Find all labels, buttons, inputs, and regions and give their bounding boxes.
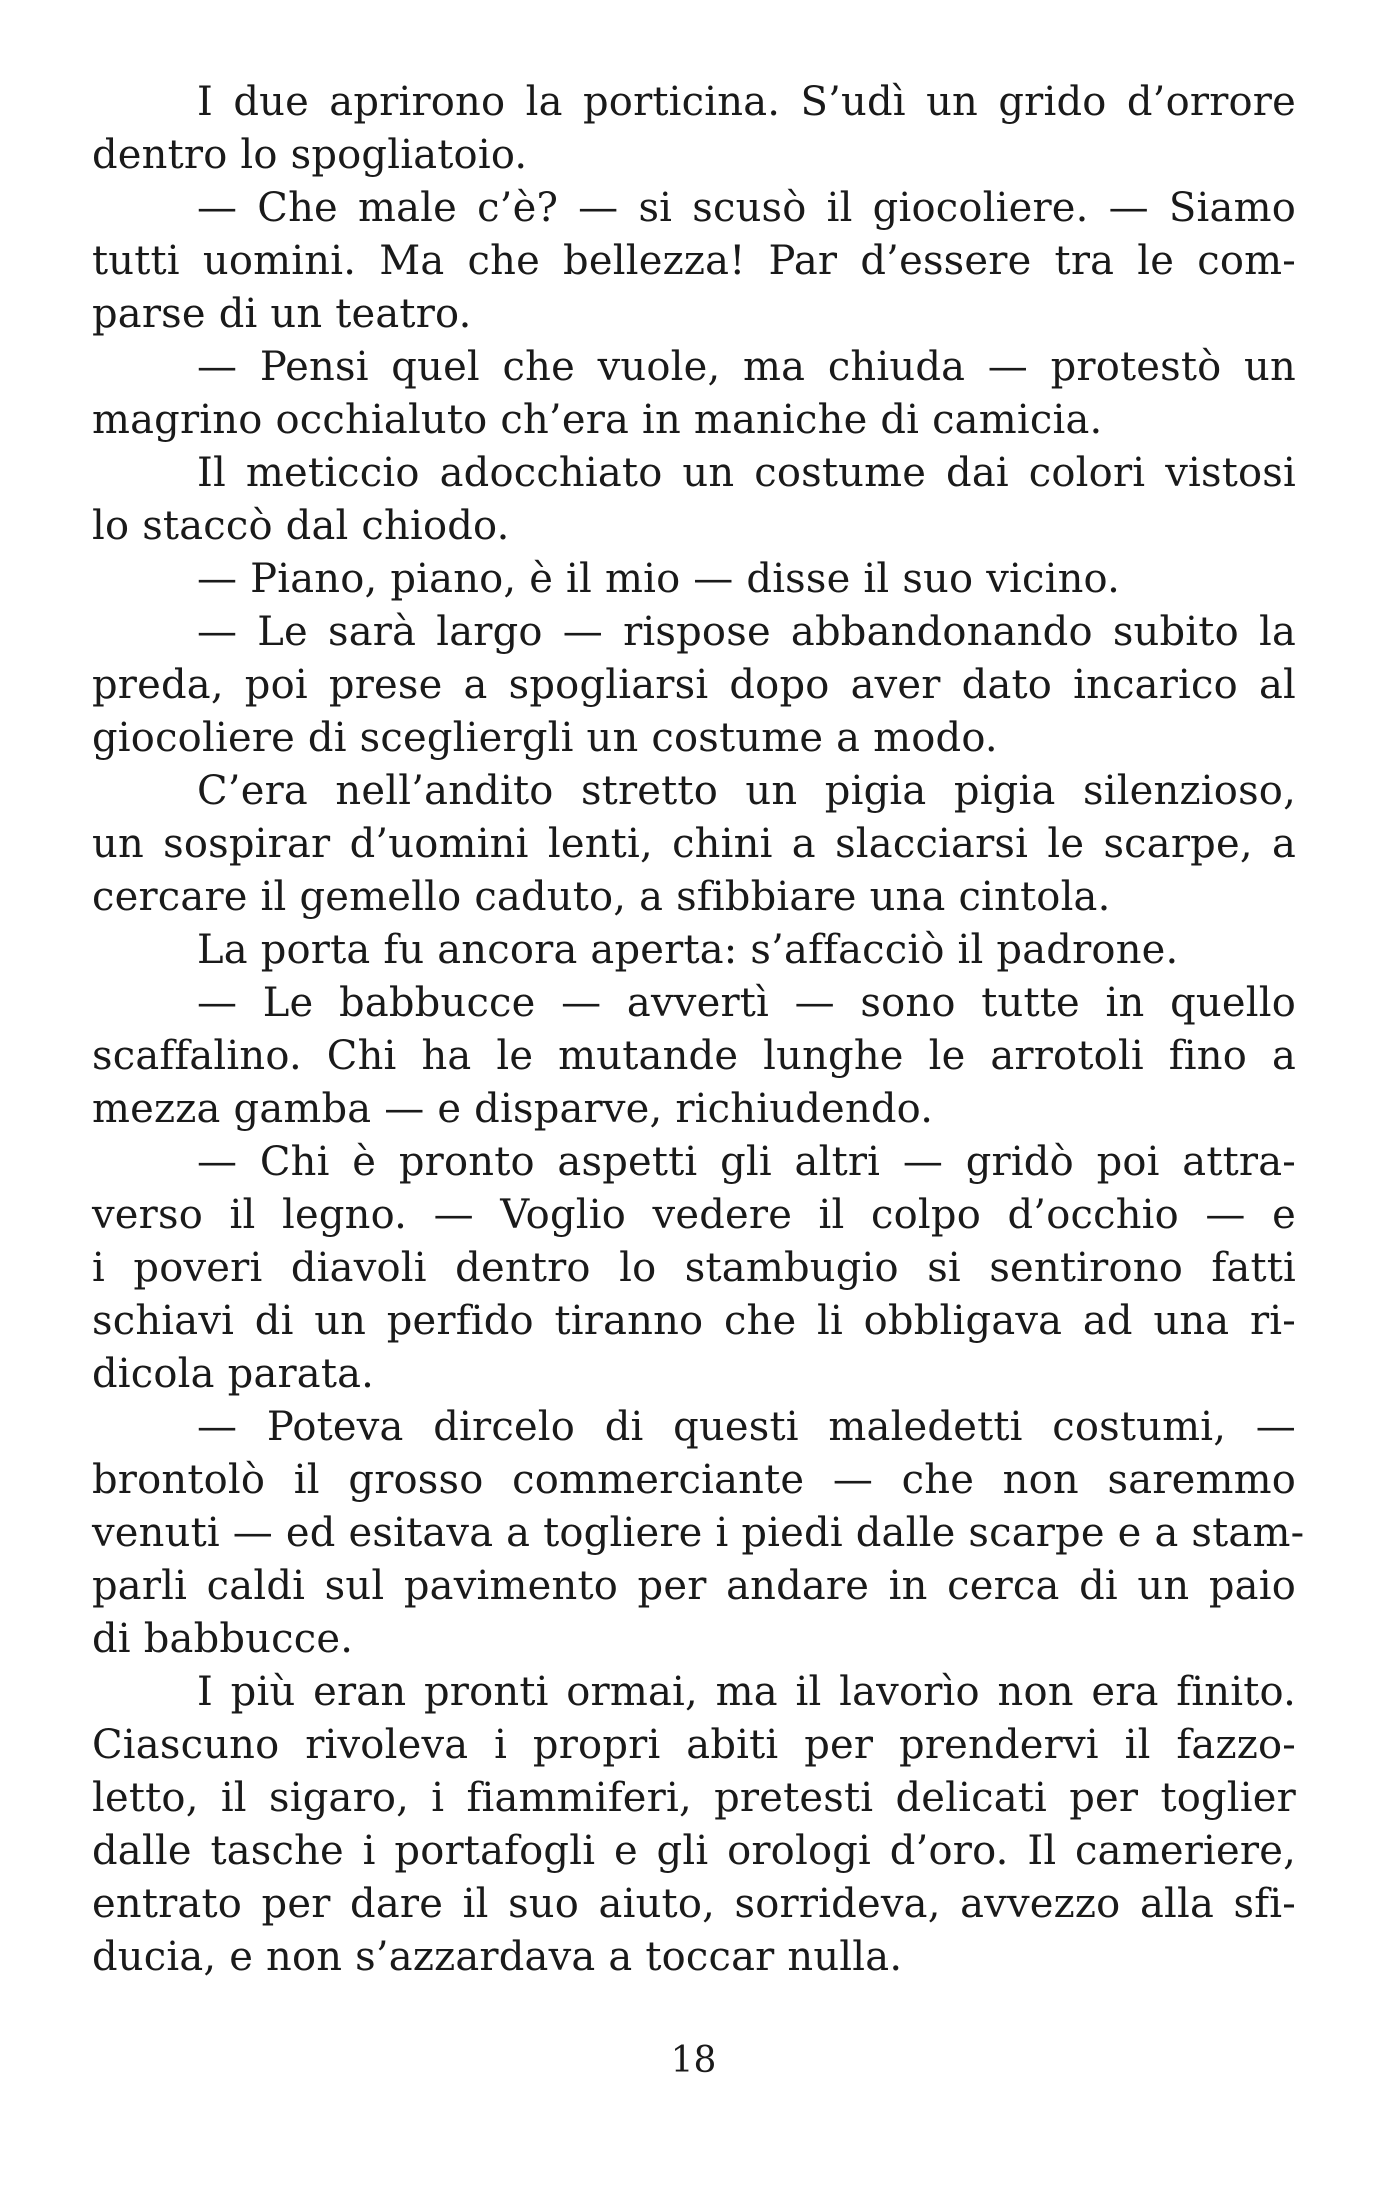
text-line: di babbucce. bbox=[92, 1616, 354, 1662]
text-line: magrino occhialuto ch’era in maniche di camicia. bbox=[92, 397, 1103, 443]
text-line: verso il legno. — Voglio vedere il colpo d’occhio — e bbox=[92, 1192, 1296, 1238]
text-line: dalle tasche i portafogli e gli orologi d’oro. Il cameriere, bbox=[92, 1828, 1296, 1874]
text-line: Il meticcio adocchiato un costume dai colori vistosi bbox=[197, 450, 1296, 496]
text-line: brontolò il grosso commerciante — che non saremmo bbox=[92, 1457, 1296, 1503]
text-line: i poveri diavoli dentro lo stambugio si sentirono fatti bbox=[92, 1245, 1296, 1291]
text-line: tutti uomini. Ma che bellezza! Par d’essere tra le com- bbox=[92, 238, 1296, 284]
page-number: 18 bbox=[670, 2040, 717, 2081]
text-line: cercare il gemello caduto, a sfibbiare una cintola. bbox=[92, 874, 1111, 920]
text-line: lo staccò dal chiodo. bbox=[92, 503, 510, 549]
text-line: dicola parata. bbox=[92, 1351, 375, 1397]
text-line: preda, poi prese a spogliarsi dopo aver dato incarico al bbox=[92, 662, 1296, 708]
text-line: — Poteva dircelo di questi maledetti costumi, — bbox=[197, 1404, 1296, 1450]
text-line: letto, il sigaro, i fiammiferi, pretesti delicati per toglier bbox=[92, 1775, 1296, 1821]
text-line: — Chi è pronto aspetti gli altri — gridò poi attra- bbox=[197, 1139, 1296, 1185]
text-line: scaffalino. Chi ha le mutande lunghe le arrotoli fino a bbox=[92, 1033, 1296, 1079]
text-line: — Le sarà largo — rispose abbandonando subito la bbox=[197, 609, 1296, 655]
text-line: — Le babbucce — avvertì — sono tutte in quello bbox=[197, 980, 1296, 1026]
text-line: entrato per dare il suo aiuto, sorrideva, avvezzo alla sfi- bbox=[92, 1881, 1296, 1927]
text-line: — Piano, piano, è il mio — disse il suo vicino. bbox=[197, 556, 1121, 602]
body-text bbox=[92, 76, 1305, 1984]
text-line: C’era nell’andito stretto un pigia pigia silenzioso, bbox=[197, 768, 1296, 814]
text-line: parli caldi sul pavimento per andare in cerca di un paio bbox=[92, 1563, 1296, 1609]
text-line: giocoliere di scegliergli un costume a modo. bbox=[92, 715, 998, 761]
text-line: Ciascuno rivoleva i propri abiti per prendervi il fazzo- bbox=[92, 1722, 1296, 1768]
text-line: — Che male c’è? — si scusò il giocoliere. — Siamo bbox=[197, 185, 1296, 231]
text-line: ducia, e non s’azzardava a toccar nulla. bbox=[92, 1934, 903, 1980]
text-line: I più eran pronti ormai, ma il lavorìo non era finito. bbox=[197, 1669, 1296, 1715]
text-line: I due aprirono la porticina. S’udì un grido d’orrore bbox=[197, 79, 1296, 125]
text-line: dentro lo spogliatoio. bbox=[92, 132, 528, 178]
text-line: — Pensi quel che vuole, ma chiuda — protestò un bbox=[197, 344, 1296, 390]
text-line: parse di un teatro. bbox=[92, 291, 472, 337]
text-line: La porta fu ancora aperta: s’affacciò il padrone. bbox=[197, 927, 1179, 973]
text-line: mezza gamba — e disparve, richiudendo. bbox=[92, 1086, 934, 1132]
text-line: venuti — ed esitava a togliere i piedi dalle scarpe e a stam- bbox=[92, 1510, 1305, 1556]
text-line: schiavi di un perfido tiranno che li obbligava ad una ri- bbox=[92, 1298, 1296, 1344]
text-line: un sospirar d’uomini lenti, chini a slacciarsi le scarpe, a bbox=[92, 821, 1296, 867]
